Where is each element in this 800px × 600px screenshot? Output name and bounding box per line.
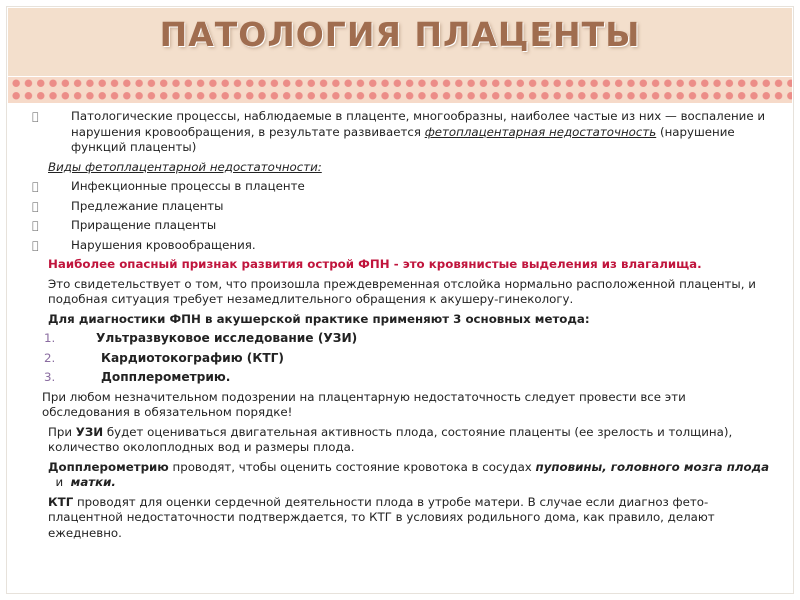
- term-uzi: УЗИ: [75, 424, 104, 439]
- term-doppler: Допплерометрию: [48, 459, 169, 474]
- method-number: 2.: [44, 350, 56, 365]
- polka-dot-band: [8, 77, 792, 103]
- suspicion-paragraph: При любом незначительном подозрении на плацентарную недостаточность следует провести все эти обследования в обязательном порядке!: [42, 389, 686, 419]
- method-number: 3.: [44, 370, 56, 384]
- uzi-paragraph: При УЗИ будет оцениваться двигательная активность плода, состояние плаценты (ее зрелость и толщина), количество околоплодных вод и размеры плода.: [48, 424, 733, 454]
- list-item: Патологические процессы, наблюдаемые в плаценте, многообразны, наиболее частые из них — воспаление и нарушения кровообращения, в результате развивается фетоплацентарная недостаточность (нарушение функций плаценты): [26, 109, 770, 156]
- list-item: Приращение плаценты: [26, 218, 770, 234]
- method-number: 1.: [44, 331, 56, 345]
- list-item: Нарушения кровообращения.: [26, 238, 770, 254]
- method-item: 3. Допплерометрию.: [44, 370, 231, 384]
- danger-sign: Наиболее опасный признак развития острой ФПН - это кровянистые выделения из влагалища.: [48, 257, 702, 271]
- evidence-paragraph: Это свидетельствует о том, что произошла преждевременная отслойка нормально расположенной плаценты, и подобная ситуация требует незамедлительного обращения к акушеру-гинекологу.: [48, 276, 756, 306]
- bullet-icon: [32, 218, 39, 234]
- term-fpn: фетоплацентарная недостаточность: [424, 124, 657, 139]
- slide-body: [26, 107, 770, 541]
- bullet-icon: [32, 199, 39, 215]
- method-item: 1. Ультразвуковое исследование (УЗИ): [44, 331, 358, 345]
- slide-title: ПАТОЛОГИЯ ПЛАЦЕНТЫ: [159, 15, 641, 54]
- methods-heading: Для диагностики ФПН в акушерской практике применяют 3 основных метода:: [48, 311, 590, 326]
- bullet-icon: [32, 238, 39, 254]
- term-ktg: КТГ: [48, 494, 74, 509]
- list-item: Инфекционные процессы в плаценте: [26, 179, 770, 195]
- bullet-icon: [32, 109, 39, 125]
- types-heading: Виды фетоплацентарной недостаточности:: [48, 159, 322, 174]
- bullet-icon: [32, 179, 39, 195]
- ktg-paragraph: КТГ проводят для оценки сердечной деятельности плода в утробе матери. В случае если диагноз фето-плацентной недостаточности подтверждается, то КТГ в условиях родильного дома, как правило, делают ежедневно.: [48, 494, 715, 540]
- doppler-paragraph: Допплерометрию проводят, чтобы оценить состояние кровотока в сосудах пуповины, головного мозга плода и матки.: [48, 459, 770, 489]
- method-item: 2. Кардиотокографию (КТГ): [44, 350, 284, 365]
- list-item: Предлежание плаценты: [26, 199, 770, 215]
